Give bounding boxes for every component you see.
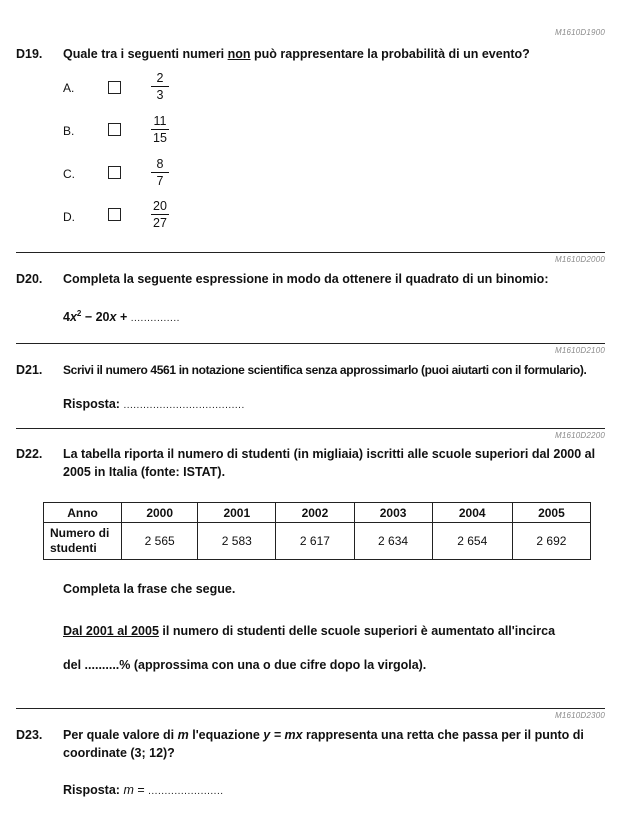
sentence-line1: Dal 2001 al 2005 il numero di studenti delle scuole superiori è aumentato all'incirca xyxy=(63,624,556,638)
answer-blank[interactable]: .......... xyxy=(84,658,120,672)
table-header-cell: 2001 xyxy=(198,503,276,523)
question-text: Quale tra i seguenti numeri non può rappresentare la probabilità di un evento? xyxy=(63,47,530,61)
option-b-checkbox[interactable] xyxy=(108,123,121,136)
item-code: M1610D2300 xyxy=(554,711,605,720)
sentence-line2: del ..........% (approssima con una o due cifre dopo la virgola). xyxy=(63,658,427,672)
question-number: D23. xyxy=(16,728,43,742)
table-row-label: Numero di studenti xyxy=(44,523,122,560)
question-number: D21. xyxy=(16,363,43,377)
table-header-cell: 2004 xyxy=(432,503,512,523)
table-header-cell: 2002 xyxy=(276,503,354,523)
students-table xyxy=(43,502,591,560)
answer-blank[interactable]: ............... xyxy=(130,313,180,325)
answer-row: Risposta: ..................................... xyxy=(63,397,245,411)
question-number: D22. xyxy=(16,447,43,461)
item-code: M1610D2100 xyxy=(554,346,605,355)
table-cell: 2 654 xyxy=(432,523,512,560)
answer-blank[interactable]: ....................... xyxy=(148,786,224,797)
option-b-fraction: 11 15 xyxy=(150,114,170,145)
instruction: Completa la frase che segue. xyxy=(63,582,236,596)
option-d-checkbox[interactable] xyxy=(108,208,121,221)
question-text-line2: coordinate (3; 12)? xyxy=(63,746,175,760)
table-cell: 2 583 xyxy=(198,523,276,560)
question-text: Scrivi il numero 4561 in notazione scientifica senza approssimarlo (puoi aiutarti con il formulario). xyxy=(63,363,587,377)
item-code: M1610D1900 xyxy=(554,28,605,37)
option-a-checkbox[interactable] xyxy=(108,81,121,94)
answer-row: Risposta: m = ....................... xyxy=(63,783,224,797)
table-row xyxy=(44,523,591,560)
question-text-line1: La tabella riporta il numero di studenti (in migliaia) iscritti alle scuole superiori dal 2000 al xyxy=(63,447,596,461)
answer-blank[interactable]: ..................................... xyxy=(123,400,245,411)
option-c-fraction: 8 7 xyxy=(150,157,170,188)
table-header-cell: 2003 xyxy=(354,503,432,523)
question-number: D19. xyxy=(16,47,43,61)
option-letter: D. xyxy=(63,210,75,224)
question-text-line1: Per quale valore di m l'equazione y = mx rappresenta una retta che passa per il punto di xyxy=(63,728,584,742)
table-cell: 2 692 xyxy=(512,523,590,560)
option-a-fraction: 2 3 xyxy=(150,71,170,102)
option-c-checkbox[interactable] xyxy=(108,166,121,179)
table-header-cell: Anno xyxy=(44,503,122,523)
question-text: Completa la seguente espressione in modo da ottenere il quadrato di un binomio: xyxy=(63,272,549,286)
divider xyxy=(16,428,605,429)
question-text-line2: 2005 in Italia (fonte: ISTAT). xyxy=(63,465,226,479)
option-letter: A. xyxy=(63,81,75,95)
item-code: M1610D2200 xyxy=(554,431,605,440)
table-cell: 2 617 xyxy=(276,523,354,560)
divider xyxy=(16,343,605,344)
table-cell: 2 634 xyxy=(354,523,432,560)
table-header-cell: 2000 xyxy=(122,503,198,523)
divider xyxy=(16,252,605,253)
table-header-row xyxy=(44,503,591,523)
table-cell: 2 565 xyxy=(122,523,198,560)
item-code: M1610D2000 xyxy=(554,255,605,264)
question-number: D20. xyxy=(16,272,43,286)
divider xyxy=(16,708,605,709)
option-letter: B. xyxy=(63,124,75,138)
option-letter: C. xyxy=(63,167,75,181)
table-header-cell: 2005 xyxy=(512,503,590,523)
option-d-fraction: 20 27 xyxy=(150,199,170,230)
expression: $4x^2 - 20x$ + ............... xyxy=(63,309,180,325)
